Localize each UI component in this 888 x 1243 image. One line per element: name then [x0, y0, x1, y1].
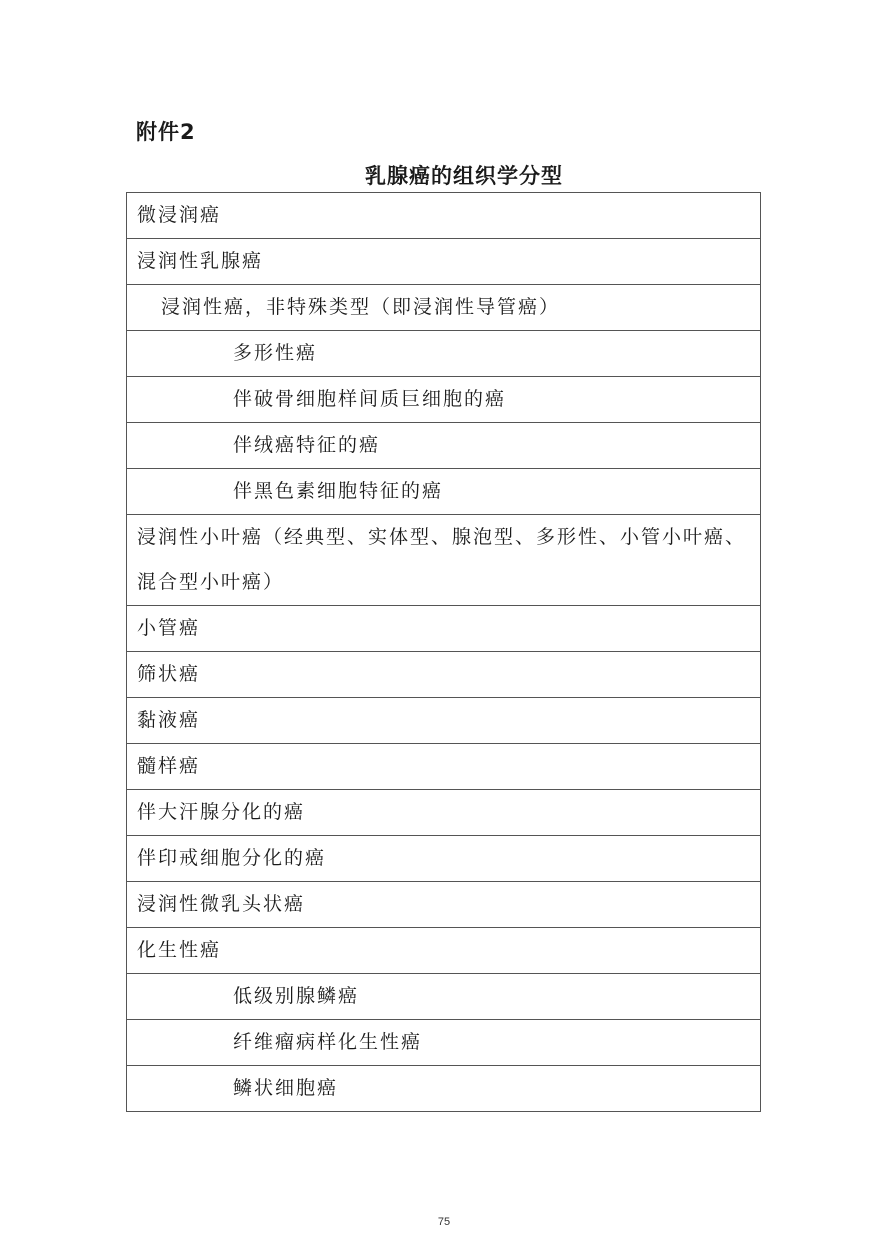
table-row: [127, 193, 761, 239]
table-row: [127, 423, 761, 469]
table-cell: 伴黑色素细胞特征的癌: [127, 469, 761, 515]
table-cell: 浸润性小叶癌（经典型、实体型、腺泡型、多形性、小管小叶癌、混合型小叶癌）: [127, 515, 761, 606]
table-row: [127, 698, 761, 744]
table-row: [127, 882, 761, 928]
table-row: [127, 836, 761, 882]
table-row: [127, 469, 761, 515]
table-row: [127, 515, 761, 606]
table-cell: 髓样癌: [127, 744, 761, 790]
table-cell: 伴破骨细胞样间质巨细胞的癌: [127, 377, 761, 423]
table-row: [127, 928, 761, 974]
table-row: [127, 1020, 761, 1066]
table-cell: 浸润性乳腺癌: [127, 239, 761, 285]
table-cell: 纤维瘤病样化生性癌: [127, 1020, 761, 1066]
table-row: [127, 790, 761, 836]
table-row: [127, 974, 761, 1020]
table-cell: 小管癌: [127, 606, 761, 652]
table-cell: 伴印戒细胞分化的癌: [127, 836, 761, 882]
table-cell: 鳞状细胞癌: [127, 1066, 761, 1112]
table-row: [127, 652, 761, 698]
table-cell: 浸润性微乳头状癌: [127, 882, 761, 928]
table-cell: 浸润性癌，非特殊类型（即浸润性导管癌）: [127, 285, 761, 331]
table-row: [127, 239, 761, 285]
table-cell: 化生性癌: [127, 928, 761, 974]
table-row: [127, 285, 761, 331]
table-row: [127, 331, 761, 377]
table-cell: 黏液癌: [127, 698, 761, 744]
page-number: 75: [437, 1216, 451, 1228]
table-cell: 微浸润癌: [127, 193, 761, 239]
table-row: [127, 744, 761, 790]
document-title: 乳腺癌的组织学分型: [365, 164, 563, 188]
table-cell: 多形性癌: [127, 331, 761, 377]
table-cell: 伴绒癌特征的癌: [127, 423, 761, 469]
histological-classification-table: [126, 192, 761, 1112]
table-row: [127, 377, 761, 423]
table-cell: 筛状癌: [127, 652, 761, 698]
table-row: [127, 1066, 761, 1112]
table-cell: 伴大汗腺分化的癌: [127, 790, 761, 836]
table-row: [127, 606, 761, 652]
table-cell: 低级别腺鳞癌: [127, 974, 761, 1020]
attachment-label: 附件2: [136, 120, 196, 144]
